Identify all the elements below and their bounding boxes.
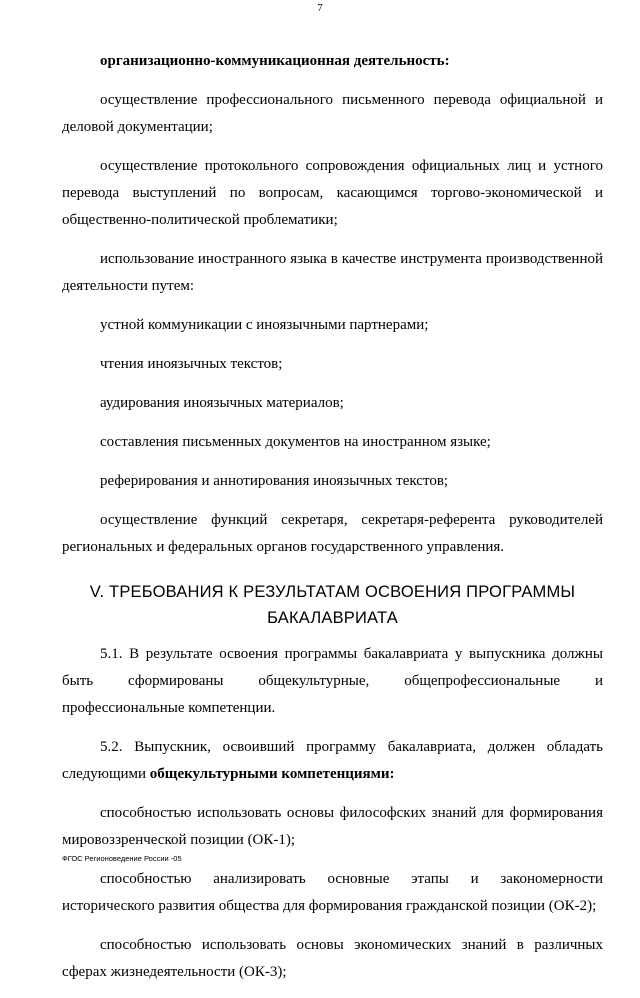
competency-ok-2: способностью анализировать основные этапы и закономерности исторического развития общества для формирования гражданской позиции (ОК-2); (62, 871, 603, 914)
list-item: осуществление профессионального письменного перевода официальной и деловой документации; (62, 92, 603, 135)
paragraph-5-2-text: 5.2. Выпускник, освоивший программу бакалавриата, должен обладать следующими (62, 739, 603, 782)
page-number: 7 (317, 2, 323, 14)
competency-ok-1: способностью использовать основы философских знаний для формирования мировоззренческой позиции (ОК-1); (62, 805, 603, 848)
section-heading-line: БАКАЛАВРИАТА (267, 609, 398, 627)
paragraph-5-1: 5.1. В результате освоения программы бакалавриата у выпускника должны быть сформированы общекультурные, общепрофессиональные и профессиональные компетенции. (62, 646, 603, 716)
list-item: осуществление функций секретаря, секретаря-референта руководителей региональных и федеральных органов государственного управления. (62, 512, 603, 555)
list-item: устной коммуникации с иноязычными партнерами; (100, 317, 429, 333)
competencies-label: общекультурными компетенциями: (149, 766, 395, 782)
list-item: реферирования и аннотирования иноязычных текстов; (100, 473, 449, 489)
list-item: осуществление протокольного сопровождения официальных лиц и устного перевода выступлений по вопросам, касающимся торгово-экономической и общественно-политической проблематики; (62, 158, 603, 228)
list-item: аудирования иноязычных материалов; (100, 395, 344, 411)
competency-ok-3: способностью использовать основы экономических знаний в различных сферах жизнедеятельности (ОК-3); (62, 937, 603, 980)
list-item: составления письменных документов на иностранном языке; (100, 434, 491, 450)
section-heading (62, 579, 603, 631)
list-item: чтения иноязычных текстов; (100, 356, 283, 372)
section-heading-line: V. ТРЕБОВАНИЯ К РЕЗУЛЬТАТАМ ОСВОЕНИЯ ПРОГРАММЫ (89, 583, 576, 601)
list-item: использование иностранного языка в качестве инструмента производственной деятельности путем: (62, 251, 603, 294)
footer-note: ФГОС Регионоведение России -05 (62, 854, 182, 863)
activity-heading: организационно-коммуникационная деятельность: (100, 53, 450, 69)
paragraph-5-2 (62, 734, 603, 788)
